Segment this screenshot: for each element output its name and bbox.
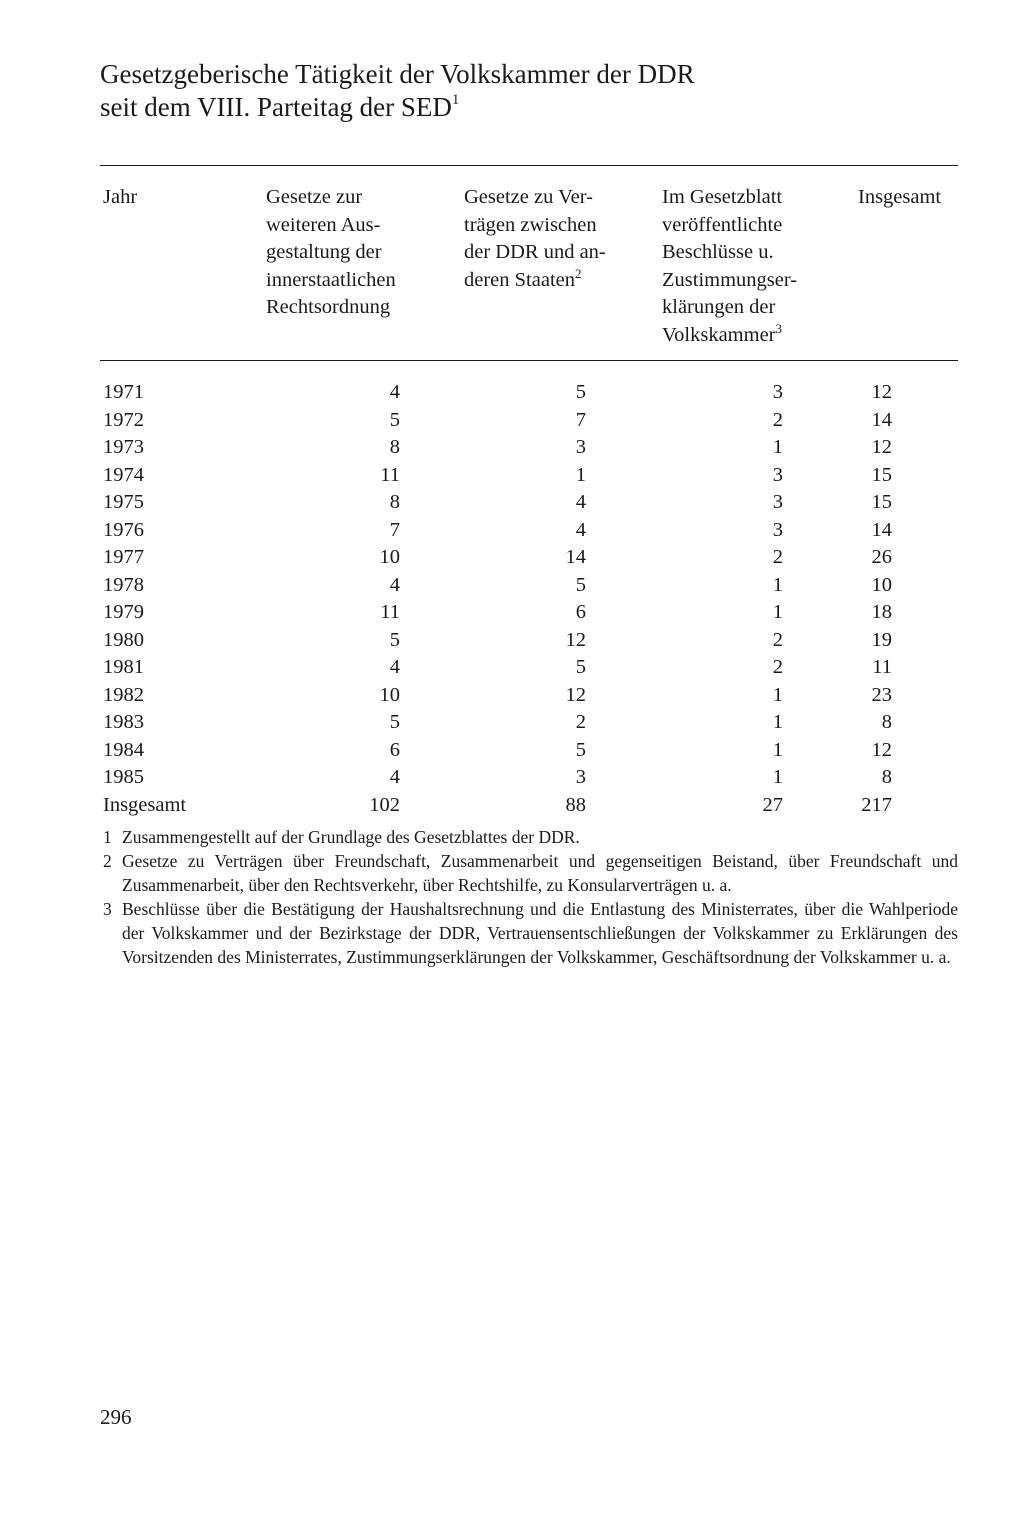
cell-year: 1977 [103,546,144,568]
footnote-number: 1 [103,827,112,847]
cell-resolutions: 3 [772,463,783,486]
cell-year: 1978 [103,573,144,596]
cell-total: 11 [872,656,892,678]
cell-domestic: 4 [389,573,400,596]
cell-year: 1974 [103,463,144,486]
footnote-text: Beschlüsse über die Bestätigung der Haushaltsrechnung und die Entlastung des Ministerrates, über die Wahlperiode der Volkskammer und der Bezirkstage der DDR, Vertrauensentschließungen der Volkskammer zu Erklärungen des Vorsitzenden des Ministerrates, Zustimmungserklärungen der Volkskammer, Geschäftsordnung der Volkskammer u. a. [122,899,958,967]
cell-total: 15 [871,463,892,486]
header-line: Volkskammer$^3$ [662,320,783,346]
cell-total: 8 [881,711,892,733]
header-line: gestaltung der [266,241,382,263]
cell-total: 18 [871,601,892,623]
table-row [100,682,958,710]
table-row [100,627,958,655]
table-header-rule [100,360,958,361]
cell-resolutions: 27 [762,793,783,816]
cell-domestic: 8 [389,491,400,513]
cell-domestic: 7 [389,518,400,541]
cell-resolutions: 1 [772,766,783,788]
table-row [100,544,958,572]
cell-year: 1975 [103,491,144,513]
header-line: klärungen der [662,296,776,318]
header-line: veröffentlichte [662,213,783,236]
cell-year: 1972 [103,408,144,431]
cell-resolutions: 2 [772,408,783,431]
cell-year: 1984 [103,738,144,761]
cell-treaty: 4 [575,518,586,541]
footnote [100,897,958,969]
cell-total: 23 [871,683,892,706]
footnote-text: Zusammengestellt auf der Grundlage des Gesetzblattes der DDR. [122,827,580,847]
cell-total: 14 [871,518,892,541]
cell-treaty: 5 [575,656,586,678]
table-row [100,517,958,545]
cell-year: 1979 [103,601,144,623]
cell-domestic: 10 [379,546,400,568]
table-top-rule [100,165,958,166]
cell-total: 12 [871,738,892,761]
footnote-number: 2 [103,851,112,871]
cell-year: 1985 [103,766,144,788]
table-total-row [100,792,958,820]
footnote-ref: 2 [575,265,582,281]
header-total: Insgesamt [858,186,942,208]
cell-domestic: 5 [389,711,400,733]
cell-year: 1981 [103,656,144,678]
cell-domestic: 5 [389,628,400,651]
cell-treaty: 1 [575,463,586,486]
header-line: Beschlüsse u. [662,241,774,263]
cell-treaty: 6 [575,601,586,623]
header-domestic-laws [266,184,446,322]
cell-year: 1976 [103,518,144,541]
cell-treaty: 3 [575,766,586,788]
table-row [100,737,958,765]
header-line: deren Staaten$^2$ [464,265,582,291]
cell-treaty: 12 [565,683,586,706]
cell-resolutions: 1 [772,711,783,733]
cell-resolutions: 1 [772,738,783,761]
cell-year: 1982 [103,683,144,706]
cell-resolutions: 1 [772,683,783,706]
cell-resolutions: 3 [772,518,783,541]
cell-total: 10 [871,573,892,596]
header-line: trägen zwischen [464,213,597,236]
table-row [100,462,958,490]
table-row [100,709,958,737]
cell-treaty: 2 [575,711,586,733]
cell-treaty: 5 [575,381,586,403]
footnote [100,849,958,897]
footnote-ref: 3 [775,320,783,336]
cell-total: 26 [871,546,892,568]
cell-treaty: 88 [565,793,586,816]
table-row [100,764,958,792]
cell-treaty: 14 [565,546,586,568]
header-line: Zustimmungser- [662,268,798,291]
table-row [100,654,958,682]
title-line-1: Gesetzgeberische Tätigkeit der Volkskammer der DDR [100,59,695,89]
cell-treaty: 5 [575,738,586,761]
header-line: innerstaatlichen [266,268,396,291]
cell-resolutions: 2 [772,656,783,678]
cell-domestic: 5 [389,408,400,431]
title-line-2: seit dem VIII. Parteitag der SED [100,92,452,122]
cell-treaty: 3 [575,436,586,458]
cell-resolutions: 2 [772,546,783,568]
header-line: der DDR und an- [464,241,606,263]
cell-total: 8 [881,766,892,788]
table-row [100,434,958,462]
cell-treaty: 4 [575,491,586,513]
header-year: Jahr [103,186,138,208]
cell-domestic: 6 [389,738,400,761]
footnote-text: Gesetze zu Verträgen über Freundschaft, Zusammenarbeit und gegenseitigen Beistand, über Freundschaft und Zusammenarbeit, über den Rechtsverkehr, über Rechtshilfe, zu Konsularverträgen u. a. [122,851,958,895]
cell-total: 12 [871,381,892,403]
cell-domestic: 4 [389,656,400,678]
cell-year: 1983 [103,711,144,733]
cell-resolutions: 1 [772,436,783,458]
page-number: 296 [100,1405,132,1429]
cell-resolutions: 2 [772,628,783,651]
page-title [100,58,960,124]
cell-resolutions: 3 [772,491,783,513]
cell-treaty: 12 [565,628,586,651]
cell-resolutions: 1 [772,573,783,596]
cell-total: 12 [871,436,892,458]
cell-domestic: 11 [380,601,400,623]
table-row [100,489,958,517]
footnote [100,825,958,849]
cell-resolutions: 3 [772,381,783,403]
header-line: Rechtsordnung [266,296,391,318]
table-body [100,379,958,819]
cell-year: 1973 [103,436,144,458]
cell-total: 19 [871,628,892,651]
cell-domestic: 10 [379,683,400,706]
cell-domestic: 102 [369,793,400,816]
cell-domestic: 8 [389,436,400,458]
table-row [100,599,958,627]
header-resolutions [662,184,837,349]
header-line: weiteren Aus- [266,213,381,236]
footnote-number: 3 [103,899,112,919]
header-line: Gesetze zur [266,186,363,208]
cell-year: 1980 [103,628,144,651]
table-row [100,407,958,435]
cell-domestic: 11 [380,463,400,486]
title-footnote-ref: 1 [451,92,460,108]
cell-treaty: 7 [575,408,586,431]
cell-total: 15 [871,491,892,513]
header-line: Gesetze zu Ver- [464,186,593,208]
cell-total: 217 [861,793,892,816]
header-treaty-laws [464,184,644,294]
header-line: Im Gesetzblatt [662,186,783,208]
cell-resolutions: 1 [772,601,783,623]
cell-domestic: 4 [389,766,400,788]
cell-total-label: Insgesamt [103,793,187,816]
cell-treaty: 5 [575,573,586,596]
cell-total: 14 [871,408,892,431]
table-row [100,379,958,407]
cell-domestic: 4 [389,381,400,403]
footnotes [100,825,958,969]
table-row [100,572,958,600]
cell-year: 1971 [103,381,144,403]
